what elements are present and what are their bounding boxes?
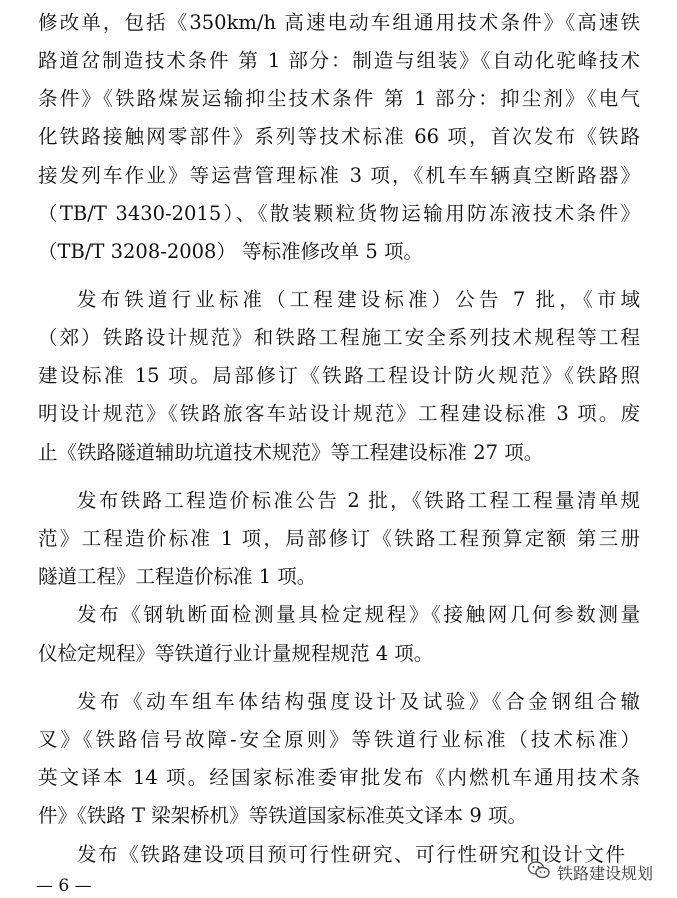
- text-line: （郊）铁路设计规范》和铁路工程施工安全系列技术规程等工程: [38, 326, 640, 349]
- paragraph-first-line: 发布铁道行业标准（工程建设标准）公告 7 批，《市域: [77, 288, 640, 311]
- wechat-icon: [527, 860, 551, 884]
- text-line: 英文译本 14 项。经国家标准委审批发布《内燃机车通用技术条: [38, 766, 640, 789]
- paragraph-first-line: 发布《钢轨断面检测量具检定规程》《接触网几何参数测量: [77, 603, 640, 626]
- text-line: 修改单，包括《350km/h 高速电动车组通用技术条件》《高速铁: [38, 11, 640, 34]
- text-line: 范》工程造价标准 1 项，局部修订《铁路工程预算定额 第三册: [38, 527, 640, 550]
- text-line: 叉》《铁路信号故障-安全原则》等铁道行业标准（技术标准）: [38, 728, 640, 751]
- text-line: 止《铁路隧道辅助坑道技术规范》等工程建设标准 27 项。: [38, 441, 544, 464]
- text-line: 化铁路接触网零部件》系列等技术标准 66 项，首次发布《铁路: [38, 125, 640, 148]
- paragraph-first-line: 发布《动车组车体结构强度设计及试验》《合金钢组合辙: [77, 690, 640, 713]
- text-line: 仪检定规程》等铁道行业计量规程规范 4 项。: [38, 642, 434, 665]
- text-line: 条件》《铁路煤炭运输抑尘技术条件 第 1 部分：抑尘剂》《电气: [38, 87, 640, 110]
- watermark: [527, 860, 653, 884]
- text-line: （TB/T 3430-2015）、《散装颗粒货物运输用防冻液技术条件》: [38, 202, 640, 225]
- text-line: 件》《铁路 T 梁架桥机》等铁道国家标准英文译本 9 项。: [38, 804, 527, 827]
- text-line: 建设标准 15 项。局部修订《铁路工程设计防火规范》《铁路照: [38, 364, 640, 387]
- text-line: 路道岔制造技术条件 第 1 部分：制造与组装》《自动化驼峰技术: [38, 49, 640, 72]
- paragraph-first-line: 发布铁路工程造价标准公告 2 批，《铁路工程工程量清单规: [77, 489, 640, 512]
- text-line: （TB/T 3208-2008） 等标准修改单 5 项。: [38, 240, 423, 263]
- watermark-label: 铁路建设规划: [557, 863, 654, 883]
- text-line: 隧道工程》工程造价标准 1 项。: [38, 565, 317, 588]
- text-line: 明设计规范》《铁路旅客车站设计规范》工程建设标准 3 项。废: [38, 402, 640, 425]
- page-number: — 6 —: [36, 876, 92, 896]
- text-line: 接发列车作业》等运营管理标准 3 项，《机车车辆真空断路器》: [38, 164, 640, 187]
- paragraph-first-line: 发布《铁路建设项目预可行性研究、可行性研究和设计文件: [77, 843, 625, 866]
